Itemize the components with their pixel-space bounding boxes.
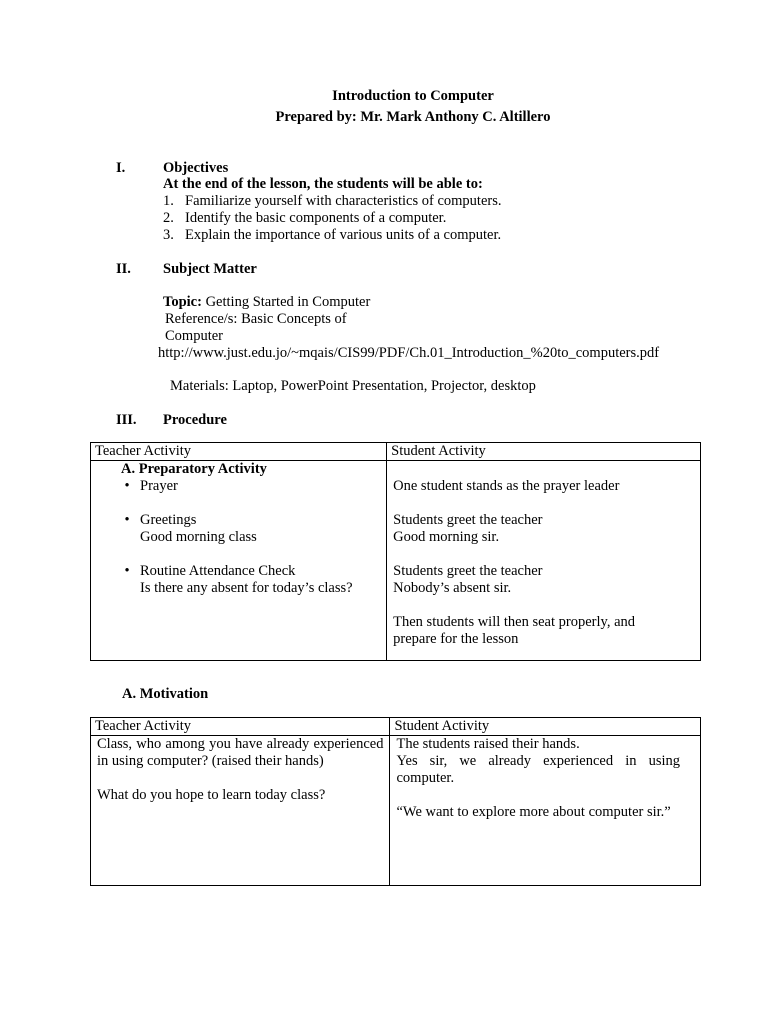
procedure-numeral: III. bbox=[116, 412, 137, 428]
objective-item-text: Familiarize yourself with characteristics of computers. bbox=[185, 193, 502, 209]
student-greet-1: Students greet the teacher bbox=[393, 512, 543, 528]
student-answer-2: Yes sir, we already experienced in using computer. bbox=[396, 753, 680, 786]
bullet-item-prayer: • Prayer bbox=[95, 478, 382, 495]
teacher-question-1: Class, who among you have already experienced in using computer? (raised their hands) bbox=[97, 736, 384, 769]
section-label: A. Preparatory Activity bbox=[121, 461, 267, 477]
student-attendance-1: Students greet the teacher bbox=[393, 563, 543, 579]
student-greet-2: Good morning sir. bbox=[393, 529, 500, 545]
student-activity-cell bbox=[387, 461, 701, 661]
materials-line: Materials: Laptop, PowerPoint Presentation, Projector, desktop bbox=[170, 378, 536, 394]
column-header-teacher: Teacher Activity bbox=[91, 443, 387, 461]
bullet-icon: • bbox=[124, 512, 130, 528]
bullet-item-greetings: • Greetings bbox=[95, 512, 382, 529]
subject-matter-numeral: II. bbox=[116, 261, 131, 277]
teacher-activity-cell bbox=[91, 461, 387, 661]
preparatory-activity-table bbox=[90, 442, 701, 661]
prepared-by: Prepared by: Mr. Mark Anthony C. Altillero bbox=[275, 109, 551, 125]
objective-item-num: 1. bbox=[163, 193, 174, 209]
document-title: Introduction to Computer bbox=[332, 88, 494, 104]
bullet-icon: • bbox=[124, 478, 130, 494]
student-answer-1: The students raised their hands. bbox=[396, 736, 580, 752]
student-seat: Then students will then seat properly, and prepare for the lesson bbox=[393, 614, 636, 647]
reference-line: Reference/s: Basic Concepts of bbox=[165, 311, 347, 327]
motivation-table bbox=[90, 717, 701, 886]
bullet-item-attendance: • Routine Attendance Check bbox=[95, 563, 382, 580]
objectives-heading: Objectives bbox=[163, 160, 229, 176]
student-answer-3: “We want to explore more about computer sir.” bbox=[396, 804, 671, 820]
objective-item-text: Identify the basic components of a computer. bbox=[185, 210, 447, 226]
topic-line bbox=[163, 294, 370, 311]
objective-item-text: Explain the importance of various units of a computer. bbox=[185, 227, 502, 243]
topic-label: Topic: bbox=[163, 294, 202, 310]
teacher-activity-cell bbox=[91, 736, 390, 886]
procedure-heading: Procedure bbox=[163, 412, 227, 428]
greetings-line: Good morning class bbox=[140, 529, 257, 545]
topic-value: Getting Started in Computer bbox=[201, 294, 371, 310]
bullet-icon: • bbox=[124, 563, 130, 579]
student-activity-cell bbox=[390, 736, 701, 886]
motivation-heading: A. Motivation bbox=[122, 686, 209, 702]
objectives-intro: At the end of the lesson, the students will be able to: bbox=[163, 176, 483, 192]
reference-line-2: Computer bbox=[165, 328, 223, 344]
objective-item-num: 3. bbox=[163, 227, 174, 243]
student-prayer: One student stands as the prayer leader bbox=[393, 478, 620, 494]
student-attendance-2: Nobody’s absent sir. bbox=[393, 580, 512, 596]
objectives-numeral: I. bbox=[116, 160, 126, 176]
attendance-line: Is there any absent for today’s class? bbox=[140, 580, 353, 596]
column-header-student: Student Activity bbox=[390, 718, 701, 736]
objective-item-num: 2. bbox=[163, 210, 174, 226]
column-header-teacher: Teacher Activity bbox=[91, 718, 390, 736]
reference-url[interactable]: http://www.just.edu.jo/~mqais/CIS99/PDF/Ch.01_Introduction_%20to_computers.pdf bbox=[158, 345, 660, 361]
subject-matter-heading: Subject Matter bbox=[163, 261, 257, 277]
teacher-question-2: What do you hope to learn today class? bbox=[97, 787, 326, 803]
column-header-student: Student Activity bbox=[387, 443, 701, 461]
